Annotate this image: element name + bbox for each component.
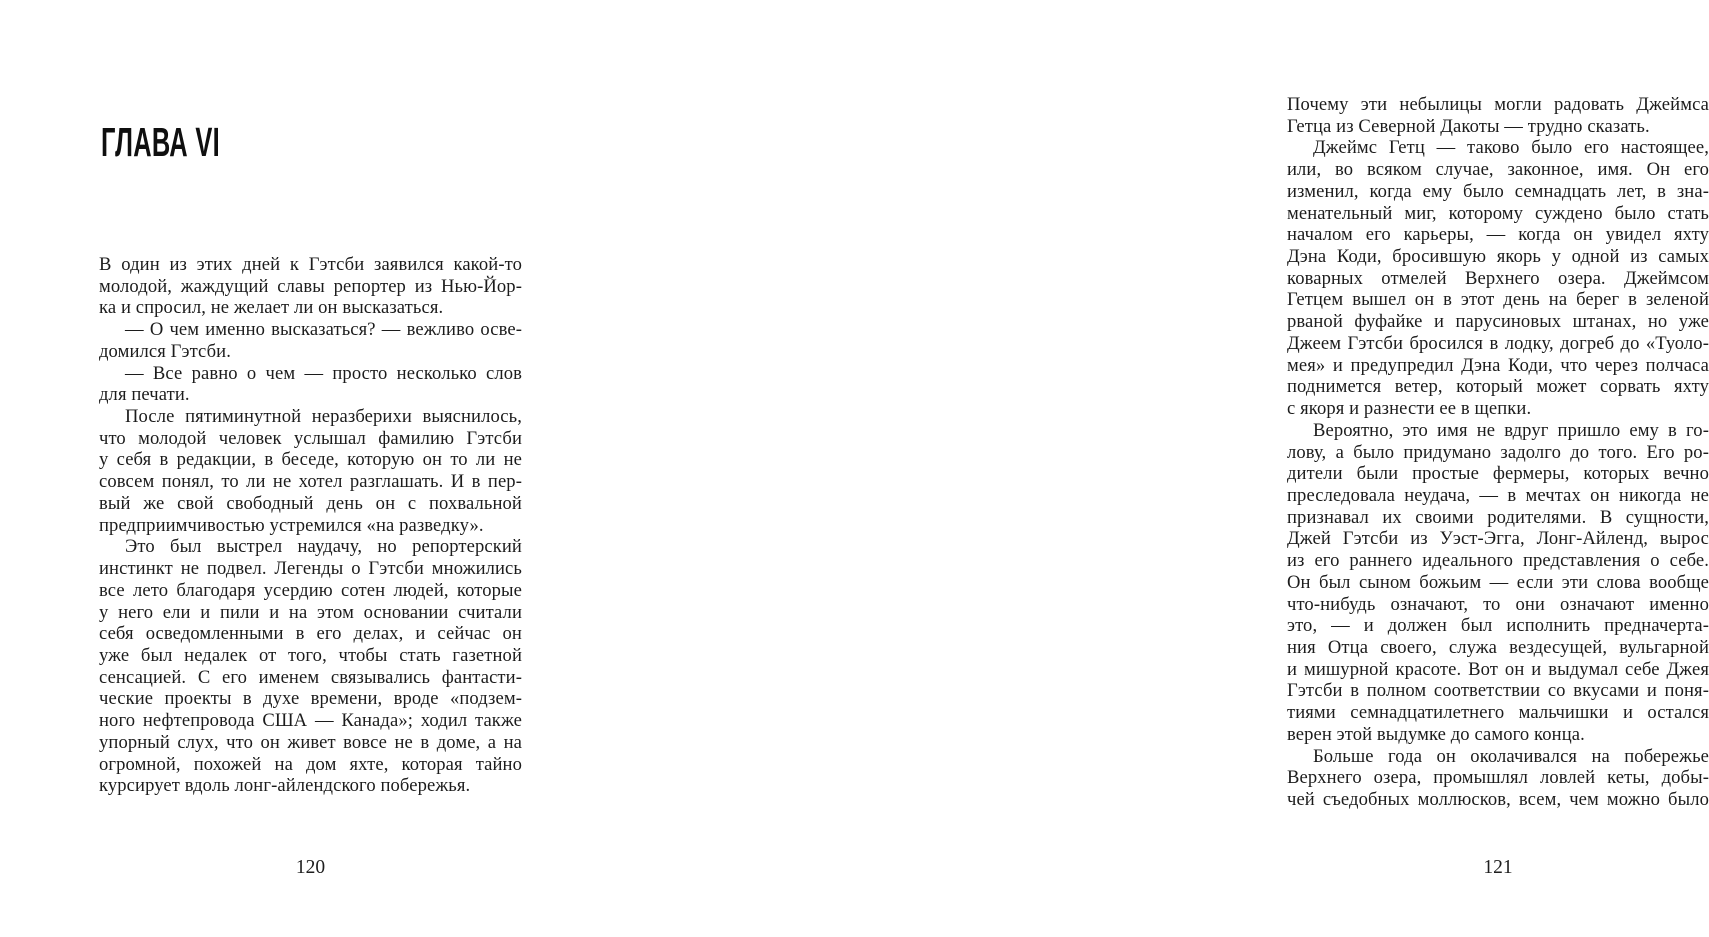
- text-line: менательный миг, которому суждено было стать: [1287, 202, 1709, 224]
- text-line: мея» и предупредил Дэна Коди, что через полчаса: [1287, 354, 1709, 376]
- text-line: ка и спросил, не желает ли он высказаться.: [99, 297, 444, 319]
- text-line: себя осведомленными в его делах, и сейчас он: [99, 623, 522, 645]
- text-line: упорный слух, что он живет вовсе не в доме, а на: [99, 731, 522, 753]
- text-line: Он был сыном божьим — если эти слова вообще: [1287, 571, 1709, 593]
- text-line: ческие проекты в духе времени, вроде «подзем-: [99, 688, 522, 710]
- text-line: уже был недалек от того, чтобы стать газетной: [99, 644, 522, 666]
- text-line: изменил, когда ему было семнадцать лет, в зна-: [1287, 180, 1709, 202]
- text-line: или, во всяком случае, законное, имя. Он его: [1287, 159, 1709, 181]
- text-line: Почему эти небылицы могли радовать Джеймса: [1287, 94, 1709, 115]
- text-line: — О чем именно высказаться? — вежливо осве-: [125, 319, 522, 341]
- text-line: верен этой выдумке до самого конца.: [1287, 723, 1585, 745]
- text-line: ния Отца своего, служа вездесущей, вульгарной: [1287, 636, 1709, 658]
- text-line: курсирует вдоль лонг-айлендского побережья.: [99, 775, 471, 797]
- text-line: лову, а было придумано задолго до того. Его ро-: [1287, 441, 1709, 463]
- text-line: чей съедобных моллюсков, всем, чем можно было: [1287, 789, 1709, 810]
- text-line: молодой, жаждущий славы репортер из Нью-Йор-: [99, 275, 522, 297]
- right-page-number: 121: [1483, 857, 1513, 878]
- text-line: домился Гэтсби.: [99, 340, 231, 362]
- text-line: вый же свой свободный день он с похвальной: [99, 492, 522, 514]
- left-text-block: [99, 254, 522, 797]
- text-line: — Все равно о чем — просто несколько слов: [125, 362, 522, 384]
- text-line: дители были простые фермеры, которых вечно: [1287, 463, 1709, 485]
- text-line: это, — и должен был исполнить предначерта-: [1287, 615, 1709, 637]
- text-line: коварных отмелей Верхнего озера. Джеймсом: [1287, 267, 1709, 289]
- text-line: у себя в редакции, в беседе, которую он то ли не: [99, 449, 522, 471]
- text-line: у него ели и пили и на этом основании считали: [99, 601, 522, 623]
- text-line: После пятиминутной неразберихи выяснилось,: [125, 406, 522, 428]
- text-line: Вероятно, это имя не вдруг пришло ему в го-: [1313, 419, 1709, 441]
- chapter-heading: ГЛАВА VI: [101, 119, 220, 165]
- text-line: Джеймс Гетц — таково было его настоящее,: [1313, 137, 1709, 159]
- text-line: тиями семнадцатилетнего мальчишки и остался: [1287, 702, 1709, 724]
- page-left: [0, 0, 600, 937]
- text-line: признавал их своими родителями. В сущности,: [1287, 506, 1709, 528]
- text-line: В один из этих дней к Гэтсби заявился какой-то: [99, 254, 522, 275]
- text-line: предприимчивостью устремился «на разведку».: [99, 514, 484, 536]
- text-line: сенсацией. С его именем связывались фантасти-: [99, 666, 522, 688]
- text-line: что-нибудь означают, то они означают именно: [1287, 593, 1709, 615]
- text-line: Гетцем вышел он в этот день на берег в зеленой: [1287, 289, 1709, 311]
- text-line: Гэтсби в полном соответствии со вкусами и поня-: [1287, 680, 1709, 702]
- text-line: Это был выстрел наудачу, но репортерский: [125, 536, 522, 558]
- text-line: преследовала неудача, — в мечтах он никогда не: [1287, 484, 1709, 506]
- left-page-number: 120: [295, 857, 326, 878]
- text-line: из его раннего идеального представления о себе.: [1287, 550, 1709, 572]
- text-line: совсем понял, то ли не хотел разглашать. И в пер-: [99, 471, 522, 493]
- text-line: Дэна Коди, бросившую якорь у одной из самых: [1287, 246, 1709, 268]
- text-line: инстинкт не подвел. Легенды о Гэтсби множились: [99, 558, 522, 580]
- text-line: Гетца из Северной Дакоты — трудно сказать.: [1287, 115, 1650, 137]
- text-line: огромной, похожей на дом яхте, которая тайно: [99, 753, 522, 775]
- text-line: и мишурной красоте. Вот он и выдумал себе Джея: [1287, 658, 1709, 680]
- text-line: с якоря и разнести ее в щепки.: [1287, 398, 1532, 420]
- text-line: Джей Гэтсби из Уэст-Эгга, Лонг-Айленд, вырос: [1287, 528, 1709, 550]
- text-line: Джеем Гэтсби бросился в лодку, догреб до «Туоло-: [1287, 332, 1709, 354]
- text-line: что молодой человек услышал фамилию Гэтсби: [99, 427, 522, 449]
- text-line: поднимется ветер, который может сорвать яхту: [1287, 376, 1709, 398]
- text-line: началом его карьеры, — когда он увидел яхту: [1287, 224, 1709, 246]
- right-text-block: [1287, 94, 1709, 811]
- text-line: ного нефтепровода США — Канада»; ходил также: [99, 710, 522, 732]
- text-line: Больше года он околачивался на побережье: [1313, 745, 1709, 767]
- text-line: Верхнего озера, промышлял ловлей кеты, добы-: [1287, 767, 1709, 789]
- text-line: все лето благодаря усердию сотен людей, которые: [99, 579, 522, 601]
- page-right: [600, 0, 1709, 937]
- text-line: для печати.: [99, 384, 190, 406]
- text-line: рваной фуфайке и парусиновых штанах, но уже: [1287, 311, 1709, 333]
